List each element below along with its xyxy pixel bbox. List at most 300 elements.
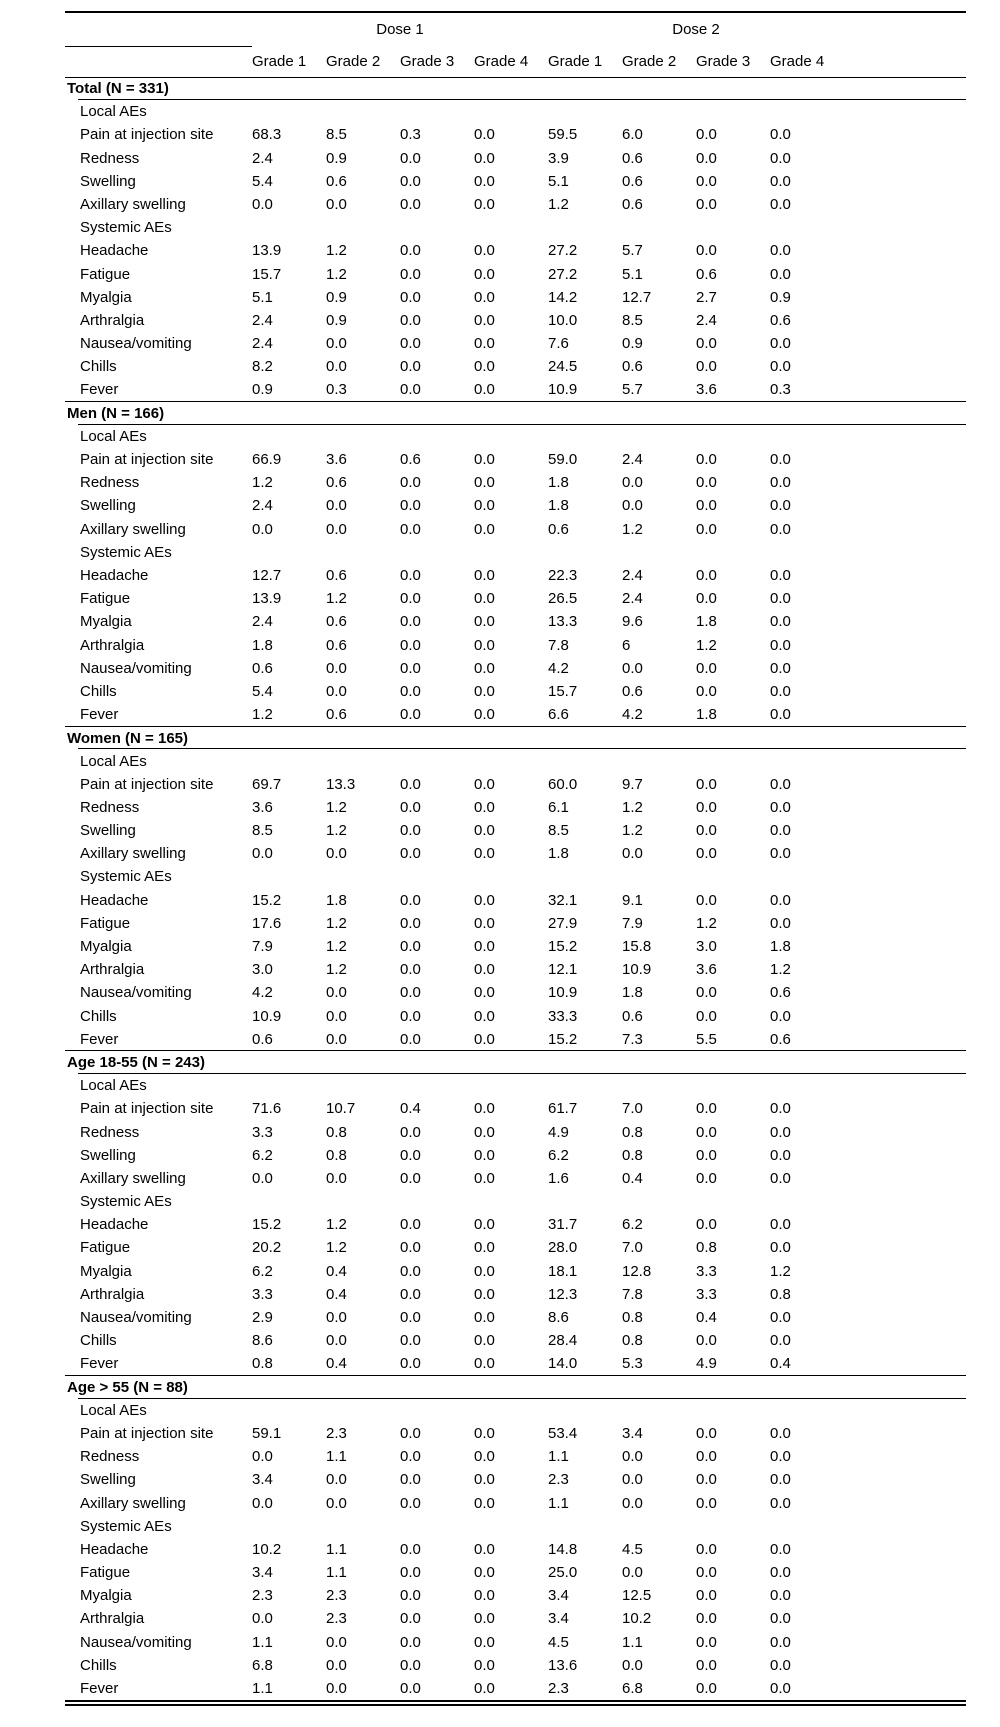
value-cell: 0.0 [622, 1564, 643, 1582]
value-cell: 0.0 [696, 682, 717, 700]
row-label: Fever [80, 705, 119, 723]
value-cell: 2.4 [252, 613, 273, 631]
value-cell: 0.0 [400, 381, 421, 399]
value-cell: 0.0 [252, 196, 273, 214]
value-cell: 5.3 [622, 1355, 643, 1373]
row-label: Axillary swelling [80, 196, 186, 214]
value-cell: 1.2 [770, 1262, 791, 1280]
value-cell: 0.0 [326, 1656, 347, 1674]
value-cell: 0.0 [622, 1494, 643, 1512]
value-cell: 0.4 [326, 1262, 347, 1280]
value-cell: 7.9 [622, 914, 643, 932]
value-cell: 0.0 [400, 1123, 421, 1141]
value-cell: 0.6 [622, 149, 643, 167]
filler-cell [844, 564, 966, 587]
value-cell: 8.6 [548, 1309, 569, 1327]
table-row [65, 587, 966, 610]
value-cell: 0.0 [400, 613, 421, 631]
row-label: Arthralgia [80, 961, 145, 979]
value-cell: 0.0 [400, 149, 421, 167]
filler-cell [844, 1260, 966, 1283]
value-cell: 0.0 [474, 914, 495, 932]
value-cell: 0.0 [474, 335, 495, 353]
filler-cell [844, 1584, 966, 1607]
value-cell: 0.6 [252, 1030, 273, 1048]
value-cell: 1.2 [696, 914, 717, 932]
value-cell: 0.8 [770, 1285, 791, 1303]
value-cell: 0.0 [474, 590, 495, 608]
value-cell: 0.0 [770, 1332, 791, 1350]
filler-header [844, 13, 966, 46]
value-cell: 0.0 [252, 520, 273, 538]
value-cell: 0.0 [696, 474, 717, 492]
value-cell: 0.9 [326, 311, 347, 329]
filler-cell [844, 147, 966, 170]
table-row [65, 193, 966, 216]
value-cell: 6.2 [548, 1146, 569, 1164]
value-cell: 3.4 [548, 1587, 569, 1605]
value-cell: 0.0 [400, 1424, 421, 1442]
value-cell: 0.0 [474, 938, 495, 956]
value-cell: 0.8 [622, 1309, 643, 1327]
value-cell: 15.2 [548, 1030, 578, 1048]
value-cell: 0.0 [474, 705, 495, 723]
value-cell: 3.4 [622, 1424, 643, 1442]
value-cell: 0.0 [622, 1656, 643, 1674]
value-cell: 0.0 [400, 938, 421, 956]
value-cell: 0.0 [770, 149, 791, 167]
table-row [65, 703, 966, 726]
table-row [65, 935, 966, 958]
value-cell: 0.0 [474, 1494, 495, 1512]
value-cell: 5.7 [622, 381, 643, 399]
value-cell: 0.4 [770, 1355, 791, 1373]
value-cell: 0.0 [474, 1564, 495, 1582]
value-cell: 0.0 [474, 126, 495, 144]
value-cell: 1.8 [252, 636, 273, 654]
value-cell: 0.0 [622, 659, 643, 677]
value-cell: 0.0 [400, 682, 421, 700]
value-cell: 4.9 [548, 1123, 569, 1141]
value-cell: 0.0 [474, 567, 495, 585]
row-label: Arthralgia [80, 311, 145, 329]
value-cell: 1.8 [548, 845, 569, 863]
value-cell: 1.2 [326, 242, 347, 260]
value-cell: 1.2 [548, 196, 569, 214]
value-cell: 31.7 [548, 1216, 578, 1234]
value-cell: 0.0 [770, 1448, 791, 1466]
table-row [65, 680, 966, 703]
value-cell: 0.0 [400, 311, 421, 329]
value-cell: 0.0 [474, 613, 495, 631]
row-label: Pain at injection site [80, 1424, 214, 1442]
value-cell: 10.7 [326, 1100, 356, 1118]
value-cell: 1.2 [252, 474, 273, 492]
filler-cell [844, 842, 966, 865]
value-cell: 0.6 [326, 636, 347, 654]
value-cell: 0.0 [474, 149, 495, 167]
value-cell: 0.0 [474, 1309, 495, 1327]
value-cell: 12.3 [548, 1285, 578, 1303]
value-cell: 1.1 [622, 1633, 643, 1651]
group-label-row [65, 541, 966, 564]
section-title: Age > 55 (N = 88) [65, 1376, 966, 1399]
value-cell: 0.0 [696, 242, 717, 260]
value-cell: 0.0 [696, 1633, 717, 1651]
value-cell: 6 [622, 636, 631, 654]
value-cell: 0.0 [770, 1007, 791, 1025]
value-cell: 0.9 [252, 381, 273, 399]
value-cell: 0.0 [770, 358, 791, 376]
row-label: Myalgia [80, 288, 132, 306]
value-cell: 0.0 [770, 1424, 791, 1442]
value-cell: 0.0 [326, 1030, 347, 1048]
value-cell: 0.4 [326, 1355, 347, 1373]
value-cell: 1.2 [326, 265, 347, 283]
value-cell: 0.0 [400, 1216, 421, 1234]
value-cell: 0.3 [400, 126, 421, 144]
group-label: Local AEs [80, 1077, 147, 1095]
row-label: Myalgia [80, 938, 132, 956]
value-cell: 24.5 [548, 358, 578, 376]
stub-subheader [65, 46, 252, 77]
value-cell: 59.5 [548, 126, 578, 144]
value-cell: 0.6 [400, 451, 421, 469]
filler-cell [844, 1631, 966, 1654]
value-cell: 1.2 [326, 938, 347, 956]
filler-cell [844, 378, 966, 401]
filler-cell [844, 1677, 966, 1700]
value-cell: 0.3 [326, 381, 347, 399]
row-label: Fatigue [80, 914, 131, 932]
value-cell: 8.5 [252, 822, 273, 840]
value-cell: 2.4 [252, 149, 273, 167]
filler-cell [844, 819, 966, 842]
value-cell: 2.3 [252, 1587, 273, 1605]
row-label: Arthralgia [80, 1610, 145, 1628]
value-cell: 0.0 [252, 1169, 273, 1187]
value-cell: 0.0 [474, 1540, 495, 1558]
value-cell: 0.0 [770, 1494, 791, 1512]
filler-cell [844, 123, 966, 146]
value-cell: 1.8 [696, 613, 717, 631]
value-cell: 0.6 [622, 196, 643, 214]
value-cell: 12.7 [252, 567, 282, 585]
row-label: Axillary swelling [80, 845, 186, 863]
filler-cell [844, 1120, 966, 1143]
group-label-row [65, 216, 966, 239]
value-cell: 0.0 [474, 1355, 495, 1373]
value-cell: 0.0 [400, 288, 421, 306]
filler-cell [844, 263, 966, 286]
group-label: Systemic AEs [80, 1517, 172, 1535]
value-cell: 1.1 [326, 1540, 347, 1558]
value-cell: 12.5 [622, 1587, 652, 1605]
row-label: Axillary swelling [80, 1169, 186, 1187]
value-cell: 33.3 [548, 1007, 578, 1025]
value-cell: 0.0 [696, 775, 717, 793]
filler-cell [844, 309, 966, 332]
value-cell: 0.0 [696, 1424, 717, 1442]
value-cell: 0.8 [622, 1146, 643, 1164]
filler-cell [844, 1167, 966, 1190]
value-cell: 0.0 [474, 845, 495, 863]
value-cell: 0.0 [400, 659, 421, 677]
value-cell: 61.7 [548, 1100, 578, 1118]
value-cell: 10.9 [252, 1007, 282, 1025]
value-cell: 0.0 [400, 984, 421, 1002]
value-cell: 0.6 [326, 474, 347, 492]
table-body [65, 77, 966, 1700]
value-cell: 3.3 [252, 1123, 273, 1141]
value-cell: 9.6 [622, 613, 643, 631]
value-cell: 0.0 [474, 1216, 495, 1234]
filler-cell [844, 1097, 966, 1120]
value-cell: 5.1 [548, 172, 569, 190]
value-cell: 0.0 [696, 1123, 717, 1141]
value-cell: 0.0 [696, 590, 717, 608]
value-cell: 0.0 [770, 1540, 791, 1558]
value-cell: 0.6 [548, 520, 569, 538]
group-label-row [65, 1515, 966, 1538]
value-cell: 0.0 [696, 845, 717, 863]
value-cell: 0.0 [474, 1239, 495, 1257]
row-label: Chills [80, 1007, 117, 1025]
value-cell: 0.0 [326, 1633, 347, 1651]
dose1-header: Dose 1 [376, 21, 424, 38]
value-cell: 0.0 [400, 590, 421, 608]
value-cell: 0.9 [326, 149, 347, 167]
value-cell: 0.0 [770, 1633, 791, 1651]
value-cell: 6.2 [252, 1146, 273, 1164]
value-cell: 0.0 [400, 1285, 421, 1303]
table-row [65, 657, 966, 680]
value-cell: 0.0 [326, 520, 347, 538]
value-cell: 0.9 [622, 335, 643, 353]
value-cell: 18.1 [548, 1262, 578, 1280]
value-cell: 7.8 [548, 636, 569, 654]
value-cell: 0.6 [770, 311, 791, 329]
value-cell: 14.8 [548, 1540, 578, 1558]
value-cell: 15.2 [252, 891, 282, 909]
value-cell: 0.0 [474, 775, 495, 793]
value-cell: 1.8 [548, 474, 569, 492]
value-cell: 0.0 [696, 798, 717, 816]
filler-cell [844, 448, 966, 471]
value-cell: 0.6 [326, 613, 347, 631]
row-label: Chills [80, 682, 117, 700]
value-cell: 1.2 [326, 914, 347, 932]
value-cell: 15.8 [622, 938, 652, 956]
group-label-row [65, 100, 966, 123]
table-row [65, 1260, 966, 1283]
value-cell: 0.0 [696, 1169, 717, 1187]
value-cell: 6.6 [548, 705, 569, 723]
filler-cell [844, 518, 966, 541]
filler-cell [844, 170, 966, 193]
value-cell: 3.6 [696, 961, 717, 979]
table-row [65, 1561, 966, 1584]
filler-cell [844, 703, 966, 726]
table-row [65, 263, 966, 286]
value-cell: 8.5 [622, 311, 643, 329]
row-label: Nausea/vomiting [80, 1633, 192, 1651]
value-cell: 0.6 [696, 265, 717, 283]
value-cell: 25.0 [548, 1564, 578, 1582]
value-cell: 0.0 [696, 567, 717, 585]
value-cell: 71.6 [252, 1100, 282, 1118]
filler-cell [844, 587, 966, 610]
value-cell: 0.0 [400, 705, 421, 723]
filler-subheader [844, 46, 966, 77]
value-cell: 0.0 [326, 1169, 347, 1187]
value-cell: 0.0 [770, 1123, 791, 1141]
table-row [65, 912, 966, 935]
row-label: Headache [80, 567, 149, 585]
value-cell: 0.0 [474, 798, 495, 816]
value-cell: 0.0 [326, 682, 347, 700]
filler-cell [844, 796, 966, 819]
value-cell: 0.0 [400, 1007, 421, 1025]
table-row [65, 1468, 966, 1491]
value-cell: 15.7 [252, 265, 282, 283]
grade-header: Grade 2 [622, 46, 696, 77]
value-cell: 0.0 [400, 242, 421, 260]
value-cell: 10.0 [548, 311, 578, 329]
filler-cell [844, 1213, 966, 1236]
value-cell: 0.0 [474, 659, 495, 677]
value-cell: 0.0 [252, 1494, 273, 1512]
value-cell: 66.9 [252, 451, 282, 469]
value-cell: 7.9 [252, 938, 273, 956]
value-cell: 0.0 [400, 1633, 421, 1651]
row-label: Redness [80, 1123, 140, 1141]
value-cell: 0.8 [326, 1146, 347, 1164]
value-cell: 0.9 [326, 288, 347, 306]
value-cell: 1.2 [622, 822, 643, 840]
value-cell: 28.4 [548, 1332, 578, 1350]
row-label: Pain at injection site [80, 126, 214, 144]
filler-cell [844, 494, 966, 517]
value-cell: 0.0 [696, 1656, 717, 1674]
value-cell: 0.0 [400, 1355, 421, 1373]
table-row [65, 773, 966, 796]
value-cell: 27.9 [548, 914, 578, 932]
table-row [65, 1005, 966, 1028]
value-cell: 1.1 [326, 1564, 347, 1582]
value-cell: 0.0 [770, 636, 791, 654]
value-cell: 27.2 [548, 242, 578, 260]
row-label: Swelling [80, 1471, 136, 1489]
value-cell: 1.1 [252, 1680, 273, 1698]
value-cell: 0.0 [326, 1680, 347, 1698]
grade-header: Grade 4 [770, 46, 844, 77]
value-cell: 0.0 [696, 497, 717, 515]
table-row [65, 610, 966, 633]
value-cell: 0.0 [400, 1540, 421, 1558]
value-cell: 1.2 [770, 961, 791, 979]
table-row [65, 958, 966, 981]
row-label: Headache [80, 242, 149, 260]
value-cell: 8.6 [252, 1332, 273, 1350]
row-label: Redness [80, 149, 140, 167]
value-cell: 0.0 [474, 1100, 495, 1118]
value-cell: 0.0 [326, 335, 347, 353]
value-cell: 9.7 [622, 775, 643, 793]
value-cell: 0.0 [696, 172, 717, 190]
value-cell: 0.0 [252, 1610, 273, 1628]
table-row [65, 1422, 966, 1445]
value-cell: 59.1 [252, 1424, 282, 1442]
table-row [65, 123, 966, 146]
row-label: Fatigue [80, 590, 131, 608]
table-row [65, 1167, 966, 1190]
value-cell: 0.0 [474, 1123, 495, 1141]
value-cell: 5.1 [622, 265, 643, 283]
value-cell: 0.0 [696, 520, 717, 538]
grade-header: Grade 3 [400, 46, 474, 77]
value-cell: 1.2 [326, 798, 347, 816]
group-label: Local AEs [80, 103, 147, 121]
value-cell: 0.0 [400, 1332, 421, 1350]
value-cell: 0.0 [696, 1332, 717, 1350]
row-label: Arthralgia [80, 636, 145, 654]
value-cell: 4.9 [696, 1355, 717, 1373]
filler-cell [844, 981, 966, 1004]
value-cell: 0.0 [770, 798, 791, 816]
section-header-row [65, 77, 966, 100]
value-cell: 0.0 [474, 1680, 495, 1698]
value-cell: 7.6 [548, 335, 569, 353]
value-cell: 0.0 [770, 172, 791, 190]
table-row [65, 1352, 966, 1375]
row-label: Fever [80, 381, 119, 399]
value-cell: 2.3 [548, 1680, 569, 1698]
table-row [65, 634, 966, 657]
value-cell: 4.2 [548, 659, 569, 677]
filler-cell [844, 1468, 966, 1491]
value-cell: 0.0 [474, 822, 495, 840]
value-cell: 13.9 [252, 590, 282, 608]
filler-cell [844, 657, 966, 680]
value-cell: 0.0 [400, 961, 421, 979]
value-cell: 0.0 [474, 1610, 495, 1628]
group-label: Local AEs [80, 427, 147, 445]
filler-cell [844, 634, 966, 657]
table-row [65, 378, 966, 401]
row-label: Chills [80, 358, 117, 376]
value-cell: 0.0 [400, 567, 421, 585]
value-cell: 0.0 [400, 474, 421, 492]
row-label: Fever [80, 1355, 119, 1373]
filler-cell [844, 610, 966, 633]
value-cell: 0.0 [474, 358, 495, 376]
value-cell: 0.0 [474, 451, 495, 469]
table-row [65, 564, 966, 587]
value-cell: 0.0 [474, 1633, 495, 1651]
value-cell: 32.1 [548, 891, 578, 909]
value-cell: 0.0 [252, 845, 273, 863]
dose2-header: Dose 2 [672, 21, 720, 38]
value-cell: 3.4 [548, 1610, 569, 1628]
value-cell: 5.1 [252, 288, 273, 306]
value-cell: 8.2 [252, 358, 273, 376]
value-cell: 0.0 [622, 845, 643, 863]
table-row [65, 518, 966, 541]
value-cell: 13.3 [548, 613, 578, 631]
value-cell: 0.0 [474, 1146, 495, 1164]
value-cell: 13.6 [548, 1656, 578, 1674]
